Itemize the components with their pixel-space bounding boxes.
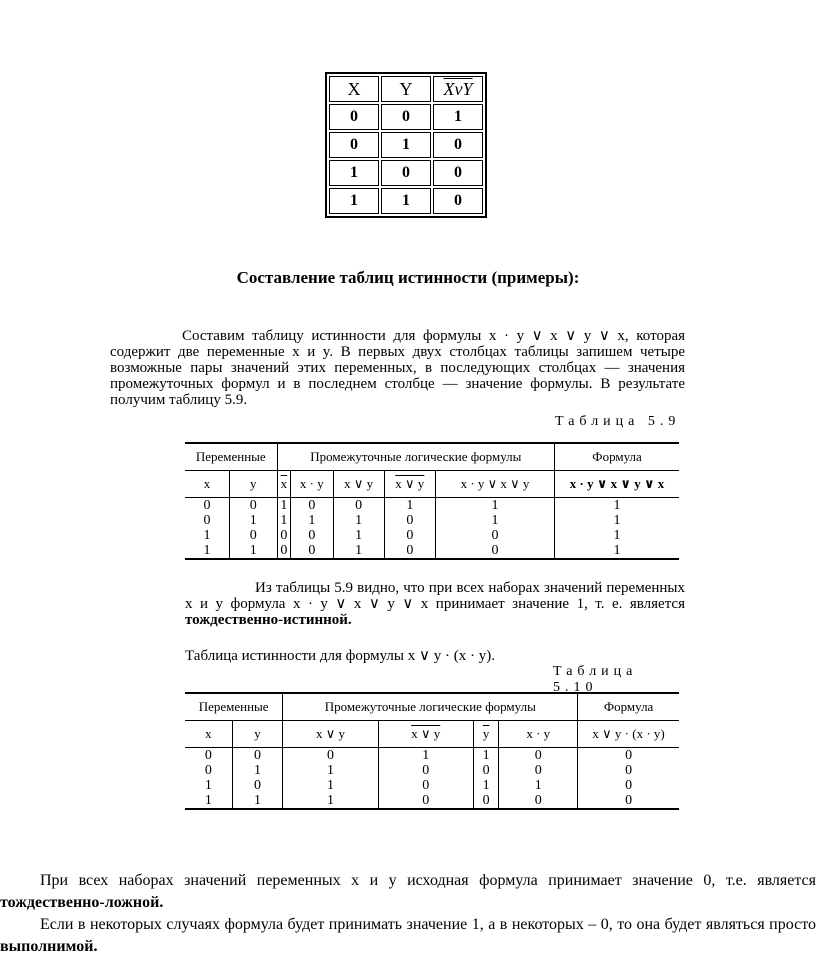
paragraph-text: При всех наборах значений переменных x и y исходная формула принимает значение 0, т.е. является [40, 872, 816, 889]
term-identically-false: тождественно-ложной. [0, 894, 164, 911]
cell: 1 [283, 778, 378, 793]
table-5-10-intro: Таблица истинности для формулы x ∨ y · (x · y). [185, 648, 495, 664]
col-header: $\overline{y}$ [473, 721, 498, 748]
cell: 0 [499, 748, 578, 764]
cell: 0 [378, 778, 473, 793]
col-header: $\overline{x}$ [277, 471, 291, 498]
cell: 1 [291, 513, 333, 528]
col-header: x ∨ y [333, 471, 384, 498]
scanned-book-excerpt [110, 318, 690, 828]
cell: 1 [277, 513, 291, 528]
cell: 0 [499, 793, 578, 809]
cell: 1 [283, 763, 378, 778]
cell: 1 [555, 543, 679, 559]
col-header: x ∨ y [384, 471, 435, 498]
cell: 1 [203, 543, 211, 558]
cell: 0 [232, 778, 282, 793]
cell: 1 [433, 104, 483, 130]
table-5-9-caption: Таблица 5.9 [555, 414, 681, 429]
cell: 1 [230, 513, 278, 528]
cell: 1 [283, 793, 378, 809]
paragraph-identically-false [0, 870, 816, 914]
cell: 1 [384, 498, 435, 514]
cell: 1 [378, 748, 473, 764]
cell: 1 [473, 748, 498, 764]
cell: 0 [291, 498, 333, 514]
cell: 1 [232, 763, 282, 778]
truth-table-small [325, 72, 487, 218]
col-header: x · y [499, 721, 578, 748]
col-header: y [230, 471, 278, 498]
cell: 1 [277, 498, 291, 514]
cell: 0 [381, 104, 431, 130]
col-header: x ∨ y [378, 721, 473, 748]
cell: 0 [204, 763, 212, 778]
cell: 0 [230, 528, 278, 543]
bottom-text [0, 870, 816, 958]
group-header-formula: Формула [555, 443, 679, 471]
cell: 1 [381, 132, 431, 158]
cell: 0 [435, 543, 554, 559]
cell: 0 [433, 132, 483, 158]
table-5-10 [185, 692, 679, 810]
cell: 0 [473, 793, 498, 809]
cell: 0 [204, 748, 212, 763]
cell: 0 [283, 748, 378, 764]
cell: 1 [555, 513, 679, 528]
cell: 0 [578, 778, 679, 793]
table-5-10-caption: Таблица 5.10 [553, 664, 638, 695]
col-header: x [185, 471, 230, 498]
cell: 0 [384, 513, 435, 528]
cell: 1 [204, 793, 212, 808]
group-header-variables: Переменные [185, 693, 283, 721]
cell: 0 [232, 748, 282, 764]
group-header-formula: Формула [578, 693, 679, 721]
cell: 1 [333, 543, 384, 559]
cell: 0 [277, 528, 291, 543]
conclusion-text: Из таблицы 5.9 видно, что при всех наборах значений переменных x и y формула x · y ∨ x ∨ y ∨ x принимает значение 1, т. е. является [185, 580, 685, 612]
header-x: X [329, 76, 379, 102]
cell: 1 [203, 528, 211, 543]
cell: 1 [555, 498, 679, 514]
cell: 0 [203, 513, 211, 528]
cell: 0 [333, 498, 384, 514]
cell: 0 [578, 748, 679, 764]
cell: 0 [384, 543, 435, 559]
group-header-intermediate: Промежуточные логические формулы [283, 693, 578, 721]
col-header: x · y ∨ x ∨ y ∨ x [555, 471, 679, 498]
group-header-intermediate: Промежуточные логические формулы [277, 443, 555, 471]
cell: 1 [499, 778, 578, 793]
cell: 1 [435, 498, 554, 514]
col-header: x · y ∨ x ∨ y [435, 471, 554, 498]
cell: 0 [384, 528, 435, 543]
cell: 1 [333, 513, 384, 528]
col-header: y [232, 721, 282, 748]
cell: 0 [381, 160, 431, 186]
cell: 1 [230, 543, 278, 559]
group-header-variables: Переменные [185, 443, 277, 471]
cell: 0 [329, 132, 379, 158]
cell: 0 [433, 188, 483, 214]
col-header: x [185, 721, 232, 748]
cell: 1 [333, 528, 384, 543]
cell: 1 [555, 528, 679, 543]
paragraph-text: Если в некоторых случаях формула будет принимать значение 1, а в некоторых – 0, то она будет являться просто [40, 916, 816, 933]
cell: 1 [232, 793, 282, 809]
cell: 1 [204, 778, 212, 793]
header-y: Y [381, 76, 431, 102]
cell: 0 [433, 160, 483, 186]
header-not-x-or-y: $\overline{XvY}$ [433, 76, 483, 102]
cell: 0 [578, 763, 679, 778]
cell: 0 [291, 528, 333, 543]
cell: 0 [291, 543, 333, 559]
cell: 0 [378, 763, 473, 778]
cell: 1 [329, 188, 379, 214]
paragraph-satisfiable [0, 914, 816, 958]
cell: 0 [435, 528, 554, 543]
conclusion-paragraph [185, 580, 685, 628]
cell: 0 [230, 498, 278, 514]
cell: 0 [378, 793, 473, 809]
col-header: x · y [291, 471, 333, 498]
cell: 0 [329, 104, 379, 130]
cell: 0 [203, 498, 211, 513]
term-satisfiable: выполнимой. [0, 938, 98, 955]
cell: 0 [473, 763, 498, 778]
col-header: x ∨ y [283, 721, 378, 748]
cell: 0 [277, 543, 291, 559]
table-5-9 [185, 442, 679, 560]
col-header: x ∨ y · (x · y) [578, 721, 679, 748]
cell: 0 [499, 763, 578, 778]
cell: 1 [381, 188, 431, 214]
intro-paragraph: Составим таблицу истинности для формулы x · y ∨ x ∨ y ∨ x, которая содержит две переменные x и y. В первых двух столбцах таблицы запишем четыре возможные пары значений этих переменных, в последующих столбцах — значения промежуточных формул и в последнем столбце — значение формулы. В результате получим таблицу 5.9. [110, 328, 685, 408]
cell: 1 [473, 778, 498, 793]
cell: 1 [435, 513, 554, 528]
cell: 0 [578, 793, 679, 809]
cell: 1 [329, 160, 379, 186]
section-title: Составление таблиц истинности (примеры): [236, 268, 580, 287]
conclusion-term: тождественно-истинной. [185, 612, 352, 628]
